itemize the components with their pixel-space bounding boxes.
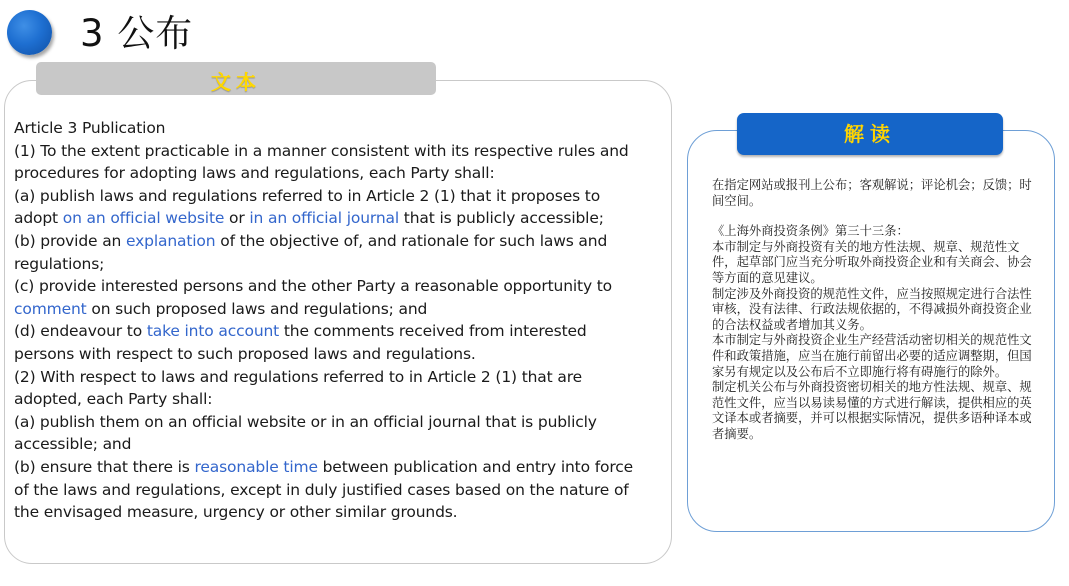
interpretation-text	[712, 178, 1032, 443]
regulation-item-1: 本市制定与外商投资有关的地方性法规、规章、规范性文件，起草部门应当充分听取外商投资企业和有关商会、协会等方面的意见建议。	[712, 239, 1032, 285]
item-2a: (a) publish them on an official website or in an official journal that is publicly accessible; and	[14, 412, 597, 454]
item-1b-text-start: (b) provide an	[14, 231, 126, 250]
highlight-explanation: explanation	[126, 231, 216, 250]
highlight-official-journal: in an official journal	[249, 209, 400, 228]
item-1b-text-end: of the objective of, and rationale for such laws and regulations;	[14, 231, 608, 273]
item-1a	[14, 185, 644, 230]
regulation-item-2: 制定涉及外商投资的规范性文件，应当按照规定进行合法性审核，没有法律、行政法规依据的，不得减损外商投资企业的合法权益或者增加其义务。	[712, 286, 1032, 332]
spacer	[712, 209, 1032, 224]
interpretation-panel-tab	[737, 113, 1003, 155]
item-1b	[14, 230, 644, 275]
regulation-item-4: 制定机关公布与外商投资密切相关的地方性法规、规章、规范性文件，应当以易读易懂的方式进行解读，提供相应的英文译本或者摘要，并可以根据实际情况，提供多语种译本或者摘要。	[712, 380, 1032, 441]
item-1d-text-end: the comments received from interested persons with respect to such proposed laws and regulations.	[14, 322, 587, 363]
text-panel-tab	[36, 62, 436, 95]
item-1c-text-start: (c) provide interested persons and the other Party a reasonable opportunity to	[14, 277, 613, 296]
highlight-take-into-account: take into account	[146, 322, 280, 341]
item-2b-text-start: (b) ensure that there is	[14, 457, 195, 476]
item-2b	[14, 456, 644, 524]
regulation-item-3: 本市制定与外商投资企业生产经营活动密切相关的规范性文件和政策措施，应当在施行前留出必要的适应调整期，但国家另有规定以及公布后不立即施行将有碍施行的除外。	[712, 333, 1032, 379]
paragraph-2: (2) With respect to laws and regulations referred to in Article 2 (1) that are adopted, each Party shall:	[14, 367, 582, 409]
item-2b-text-end: between publication and entry into force of the laws and regulations, except in duly justified cases based on the nature of the envisaged measure, urgency or other similar grounds.	[14, 457, 633, 522]
article-heading: Article 3 Publication	[14, 119, 166, 137]
item-1a-text-end: that is publicly accessible;	[399, 209, 604, 228]
regulation-title: 《上海外商投资条例》第三十三条：	[712, 224, 909, 239]
item-1a-text-mid: or	[224, 209, 250, 228]
item-1d-text-start: (d) endeavour to	[14, 322, 147, 341]
article-text	[14, 117, 644, 524]
highlight-reasonable-time: reasonable time	[194, 457, 318, 476]
title-bullet-circle	[7, 10, 52, 55]
text-panel-tab-label: 文本	[211, 70, 261, 94]
highlight-official-website: on an official website	[62, 209, 225, 228]
item-1c-text-end: on such proposed laws and regulations; and	[86, 299, 428, 318]
interpretation-panel-tab-label: 解读	[844, 122, 896, 146]
paragraph-1: (1) To the extent practicable in a manner consistent with its respective rules and procedures for adopting laws and regulations, each Party shall:	[14, 141, 629, 183]
item-1d	[14, 320, 644, 365]
item-1a-text-start: (a) publish laws and regulations referred to in Article 2 (1) that it proposes to adopt	[14, 186, 601, 228]
slide-title: 3 公布	[80, 12, 194, 55]
highlight-comment: comment	[14, 299, 87, 318]
interpretation-summary: 在指定网站或报刊上公布；客观解说；评论机会；反馈；时间空间。	[712, 178, 1032, 208]
item-1c	[14, 275, 644, 320]
